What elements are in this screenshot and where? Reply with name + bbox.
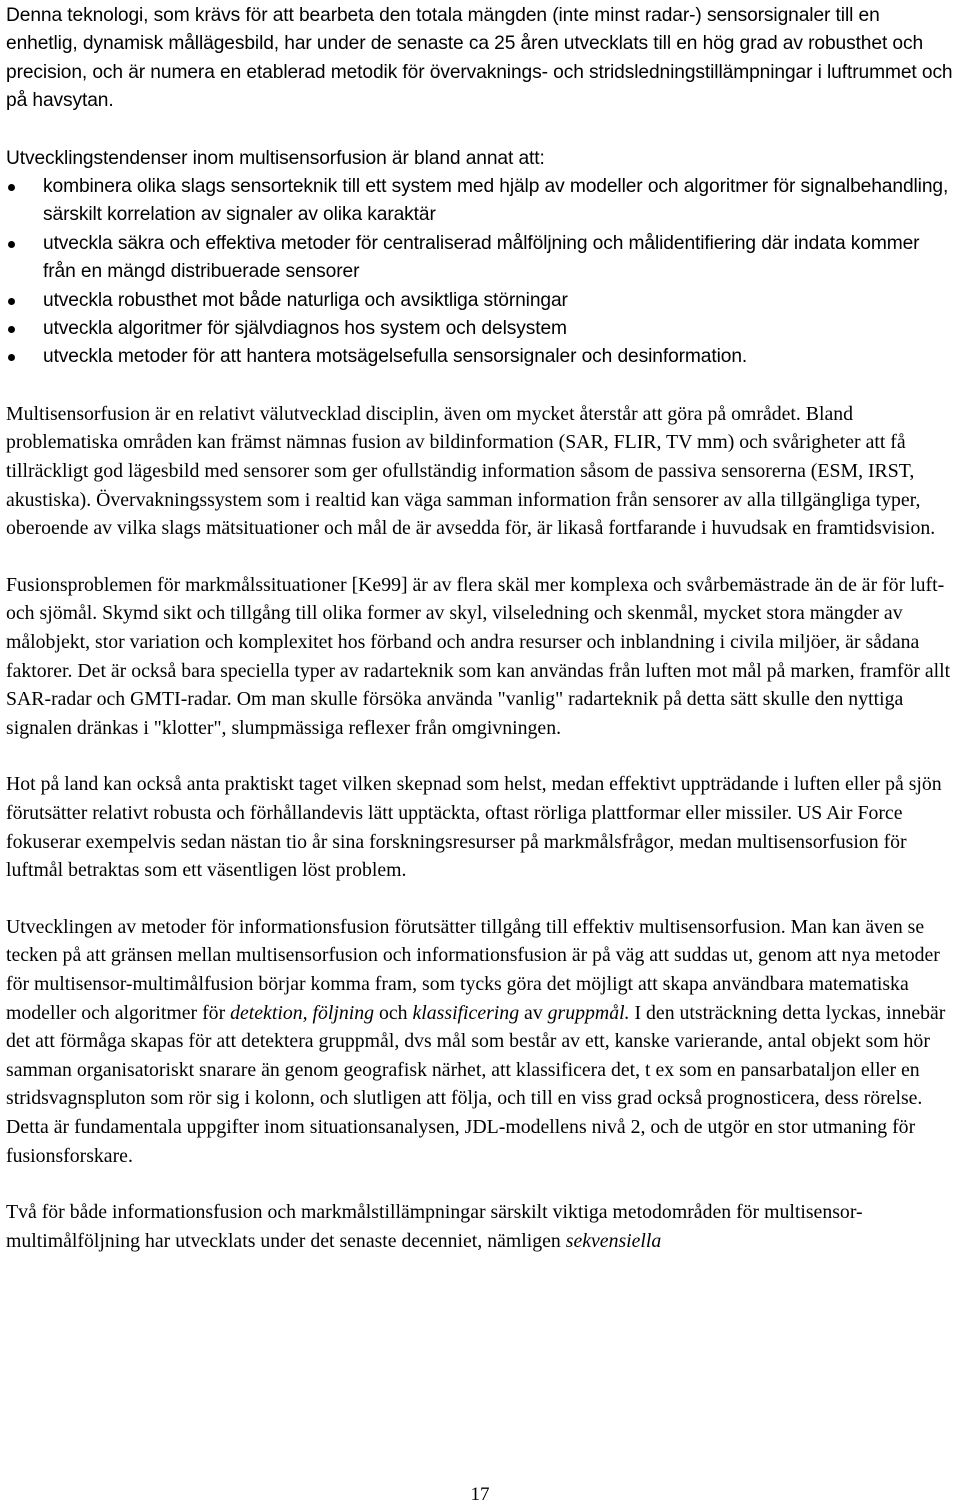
- list-item-text: utveckla robusthet mot både naturliga och avsiktliga störningar: [43, 289, 568, 311]
- text-run: Utvecklingen av metoder för informationsfusion förutsätter tillgång till effektiv multisensorfusion. Man kan även se tecken på att gränsen mellan multisensorfusion och informationsfusion är på väg att suddas ut, genom att nya metoder för multisensor-multimålfusion börjar komma fram, som tycks göra det möjligt att skapa användbara matematiska modeller och algoritmer för: [6, 915, 940, 1024]
- list-item-text: utveckla metoder för att hantera motsägelsefulla sensorsignaler och desinformation.: [43, 346, 748, 368]
- emphasis-detektion: detektion, följning: [230, 1001, 375, 1024]
- paragraph-hot-pa-land: Hot på land kan också anta praktiskt taget vilken skepnad som helst, medan effektivt uppträdande i luften eller på sjön förutsätter relativt robusta och förhållandevis lätt upptäckta, oftast rörliga plattformar eller missiler. US Air Force fokuserar exempelvis sedan nästan tio år sina forskningsresurser på markmålsfrågor, medan multisensorfusion för luftmål betraktas som ett väsentligen löst problem.: [6, 773, 942, 882]
- list-item-text: kombinera olika slags sensorteknik till ett system med hjälp av modeller och algoritmer för signalbehandling, särskilt korrelation av signaler av olika karaktär: [43, 176, 949, 226]
- list-item: [6, 287, 956, 315]
- list-item-text: utveckla säkra och effektiva metoder för centraliserad målföljning och målidentifiering där indata kommer från en mängd distribuerade sensorer: [43, 232, 920, 283]
- text-run: av: [519, 1001, 548, 1024]
- trends-list: [6, 173, 956, 372]
- paragraph-multisensorfusion: Multisensorfusion är en relativt välutvecklad disciplin, även om mycket återstår att göra på området. Bland problematiska områden kan främst nämnas fusion av bildinformation (SAR, FLIR, TV mm) och svårigheter att få tillräckligt god lägesbild med sensorer som ger ofullständig information såsom de passiva sensorerna (ESM, IRST, akustiska). Övervakningssystem som i realtid kan väga samman information från sensorer av alla tillgängliga typer, oberoende av vilka slags mätsituationer och mål de är avsedda för, är likaså fortfarande i huvudsak en framtidsvision.: [6, 402, 936, 540]
- list-item: [6, 315, 956, 343]
- list-item: [6, 230, 956, 287]
- paragraph-markmal: Fusionsproblemen för markmålssituationer [Ke99] är av flera skäl mer komplexa och svårbemästrade än de är för luft- och sjömål. Skymd sikt och tillgång till olika former av skyl, vilseledning och skenmål, mycket stora mängder av målobjekt, stor variation och komplexitet hos förband och andra resurser och inblandning i civila miljöer, är sådana faktorer. Det är också bara speciella typer av radarteknik som kan användas från luften mot mål på marken, framför allt SAR-radar och GMTI-radar. Om man skulle försöka använda "vanlig" radarteknik på detta sätt skulle den nyttiga signalen dränkas i "klotter", slumpmässiga reflexer från omgivningen.: [6, 573, 951, 739]
- page-number: 17: [470, 1484, 490, 1505]
- list-item: [6, 343, 956, 371]
- text-run: I den utsträckning detta lyckas, innebär det att förmåga skapas för att detektera gruppmål, dvs mål som består av ett, kanske varierande, antal objekt som hör samman organisatoriskt snarare än genom geografisk närhet, att klassificera det, t ex som en pansarbataljon eller en stridsvagnspluton som rör sig i kolonn, och slutligen att följa, och till en viss grad också prognosticera, dess rörelse. Detta är fundamentala uppgifter inom situationsanalysen, JDL-modellens nivå 2, och de utgör en stor utmaning för fusionsforskare.: [6, 1001, 946, 1167]
- paragraph-metodomraden: [6, 1198, 956, 1255]
- emphasis-gruppmal: gruppmål.: [547, 1001, 630, 1024]
- text-run: Två för både informationsfusion och markmålstillämpningar särskilt viktiga metodområden för multisensor-multimålföljning har utvecklats under det senaste decenniet, nämligen: [6, 1201, 863, 1252]
- list-item: [6, 173, 956, 230]
- list-item-text: utveckla algoritmer för självdiagnos hos system och delsystem: [43, 318, 567, 340]
- trends-intro: Utvecklingstendenser inom multisensorfusion är bland annat att:: [6, 147, 545, 169]
- paragraph-informationsfusion: [6, 913, 956, 1170]
- document-page: [6, 0, 956, 1255]
- emphasis-klassificering: klassificering: [412, 1001, 520, 1024]
- opening-paragraph: Denna teknologi, som krävs för att bearbeta den totala mängden (inte minst radar-) sensorsignaler till en enhetlig, dynamisk mållägesbild, har under de senaste ca 25 åren utvecklats till en hög grad av robusthet och precision, och är numera en etablerad metodik för övervaknings- och stridsledningstillämpningar i luftrummet och på havsytan.: [6, 5, 953, 112]
- emphasis-sekvensiella: sekvensiella: [565, 1229, 662, 1252]
- text-run: och: [374, 1001, 413, 1024]
